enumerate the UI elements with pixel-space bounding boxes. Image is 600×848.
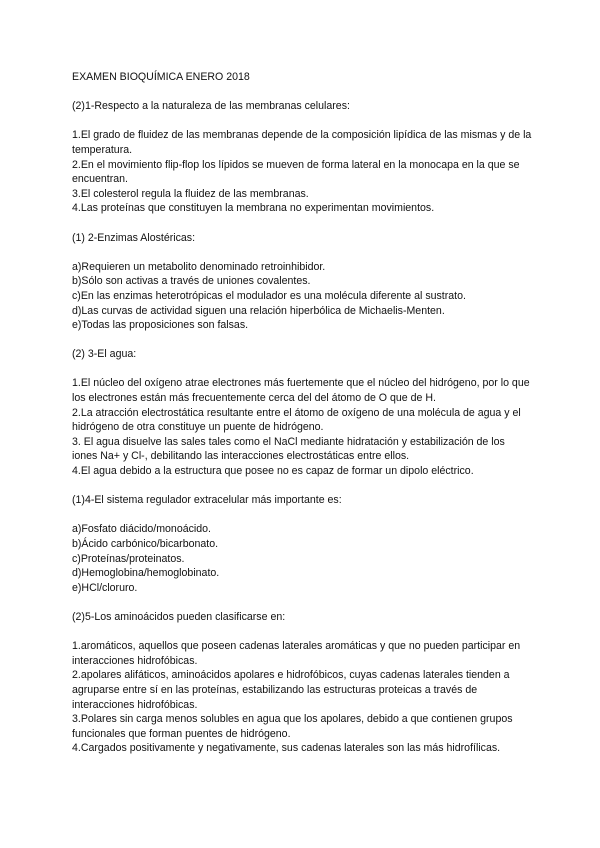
question-5-option-2: 2.apolares alifáticos, aminoácidos apolares e hidrofóbicos, cuyas cadenas laterales tienden a agruparse entre sí en las proteínas, estabilizando las estructuras proteicas a través de interacciones hidrofóbicas.: [72, 669, 510, 711]
exam-page: [72, 70, 532, 771]
question-5-prompt: (2)5-Los aminoácidos pueden clasificarse en:: [72, 610, 286, 623]
question-1-prompt: (2)1-Respecto a la naturaleza de las membranas celulares:: [72, 100, 350, 113]
question-4-option-b: b)Ácido carbónico/bicarbonato.: [72, 538, 219, 550]
question-2-option-b: b)Sólo son activas a través de uniones covalentes.: [72, 275, 311, 288]
question-1-option-1: 1.El grado de fluidez de las membranas depende de la composición lipídica de las mismas y de la temperatura.: [72, 129, 532, 156]
question-4-option-c: c)Proteínas/proteinatos.: [72, 552, 185, 565]
question-2-option-e: e)Todas las proposiciones son falsas.: [72, 319, 249, 332]
question-3-option-4: 4.El agua debido a la estructura que posee no es capaz de formar un dipolo eléctrico.: [72, 465, 474, 478]
question-1-option-4: 4.Las proteínas que constituyen la membrana no experimentan movimientos.: [72, 202, 435, 215]
question-3-prompt: (2) 3-El agua:: [72, 348, 137, 361]
question-4-option-e: e)HCl/cloruro.: [72, 581, 138, 594]
question-4-prompt: (1)4-El sistema regulador extracelular más importante es:: [72, 494, 342, 507]
question-2-option-a: a)Requieren un metabolito denominado retroinhibidor.: [72, 260, 326, 273]
question-4-options: [72, 522, 532, 595]
question-2-option-c: c)En las enzimas heterotrópicas el modulador es una molécula diferente al sustrato.: [72, 289, 466, 302]
question-3-option-2: 2.La atracción electrostática resultante entre el átomo de oxígeno de una molécula de agua y el hidrógeno de otra constituye un puente de hidrógeno.: [72, 406, 521, 434]
question-5-option-3: 3.Polares sin carga menos solubles en agua que los apolares, debido a que contienen grupos funcionales que forman puentes de hidrógeno.: [72, 713, 513, 740]
question-1-option-2: 2.En el movimiento flip-flop los lípidos se mueven de forma lateral en la monocapa en la que se encuentran.: [72, 158, 520, 186]
question-5-option-1: 1.aromáticos, aquellos que poseen cadenas laterales aromáticas y que no pueden participar en interacciones hidrofóbicas.: [72, 640, 521, 667]
question-3-option-3: 3. El agua disuelve las sales tales como el NaCl mediante hidratación y estabilización de los iones Na+ y Cl-, debilitando las interacciones electrostáticas entre ellos.: [72, 435, 505, 463]
question-2-options: [72, 260, 532, 333]
question-3-option-1: 1.El núcleo del oxígeno atrae electrones más fuertemente que el núcleo del hidrógeno, por lo que los electrones están más frecuentemente cerca del del átomo de O que de H.: [72, 377, 530, 405]
question-1-options: [72, 128, 532, 216]
question-5-options: [72, 639, 532, 756]
question-5-option-4: 4.Cargados positivamente y negativamente, sus cadenas laterales son las más hidrofílicas.: [72, 742, 501, 755]
question-2-option-d: d)Las curvas de actividad siguen una relación hiperbólica de Michaelis-Menten.: [72, 304, 445, 317]
question-1-option-3: 3.El colesterol regula la fluidez de las membranas.: [72, 187, 309, 200]
page-title: EXAMEN BIOQUÍMICA ENERO 2018: [72, 71, 250, 83]
question-4-option-d: d)Hemoglobina/hemoglobinato.: [72, 567, 220, 580]
question-2-prompt: (1) 2-Enzimas Alostéricas:: [72, 231, 196, 244]
question-4-option-a: a)Fosfato diácido/monoácido.: [72, 523, 211, 536]
question-3-options: [72, 376, 532, 478]
